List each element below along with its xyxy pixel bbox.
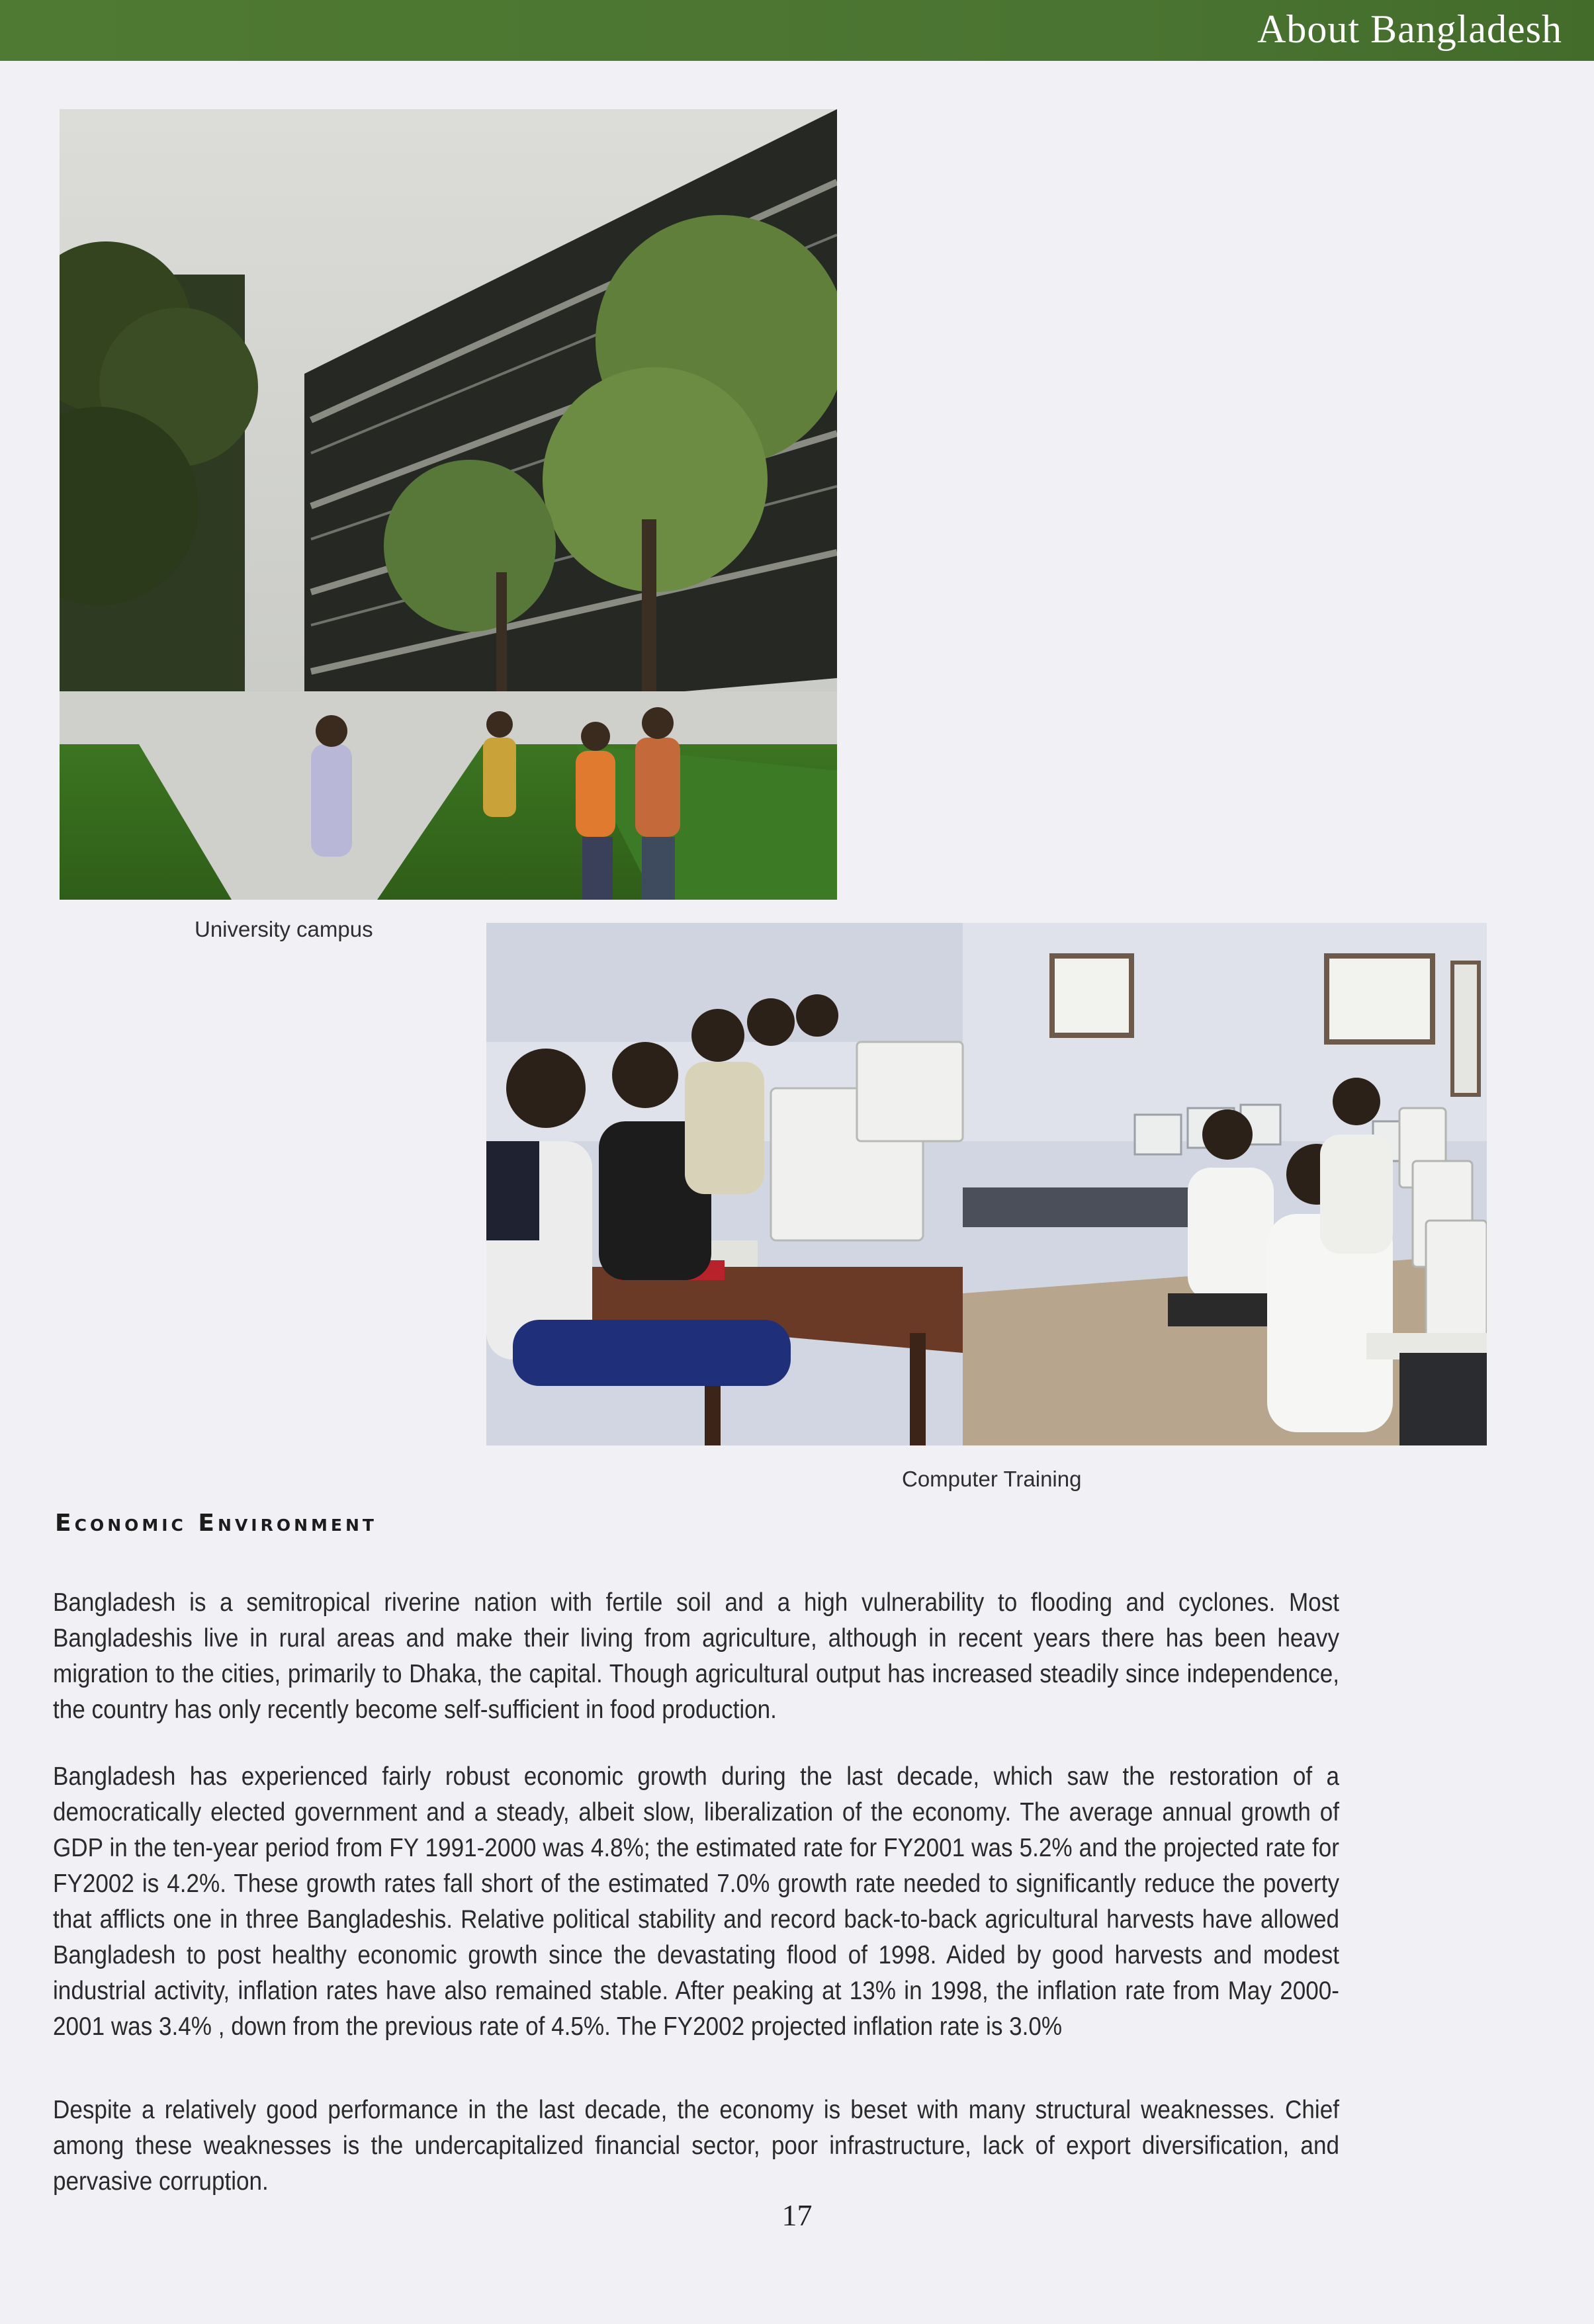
computer-training-caption: Computer Training [902, 1467, 1082, 1491]
header-band [0, 0, 1594, 61]
university-campus-illustration [60, 109, 837, 900]
computer-training-photo [486, 923, 1487, 1445]
body-paragraph: Despite a relatively good performance in the last decade, the economy is beset with many structural weaknesses. Chief among these weaknesses is the undercapitalized financial sector, poor infrastructure, lack of export diversification, and pervasive corruption. [53, 2096, 1339, 2196]
body-paragraph: Bangladesh has experienced fairly robust economic growth during the last decade, which saw the restoration of a democratically elected government and a steady, albeit slow, liberalization of the economy. The average annual growth of GDP in the ten-year period from FY 1991-2000 was 4.8%; the estimated rate for FY2001 was 5.2% and the projected rate for FY2002 is 4.2%. These growth rates fall short of the estimated 7.0% growth rate needed to significantly reduce the poverty that afflicts one in three Bangladeshis. Relative political stability and record back-to-back agricultural harvests have allowed Bangladesh to post healthy economic growth since the devastating flood of 1998. Aided by good harvests and modest industrial activity, inflation rates have also remained stable. After peaking at 13% in 1998, the inflation rate from May 2000-2001 was 3.4% , down from the previous rate of 4.5%. The FY2002 projected inflation rate is 3.0% [53, 1762, 1339, 2041]
section-heading: Economic Environment [55, 1510, 377, 1537]
page-number: 17 [781, 2198, 813, 2232]
running-header-title: About Bangladesh [1257, 7, 1562, 51]
body-paragraph: Bangladesh is a semitropical riverine nation with fertile soil and a high vulnerability to flooding and cyclones. Most Bangladeshis live in rural areas and make their living from agriculture, although in recent years there has been heavy migration to the cities, primarily to Dhaka, the capital. Though agricultural output has increased steadily since independence, the country has only recently become self-sufficient in food production. [53, 1588, 1339, 1724]
computer-training-illustration [486, 923, 1487, 1445]
university-campus-photo [60, 109, 837, 900]
university-campus-caption: University campus [195, 917, 373, 941]
